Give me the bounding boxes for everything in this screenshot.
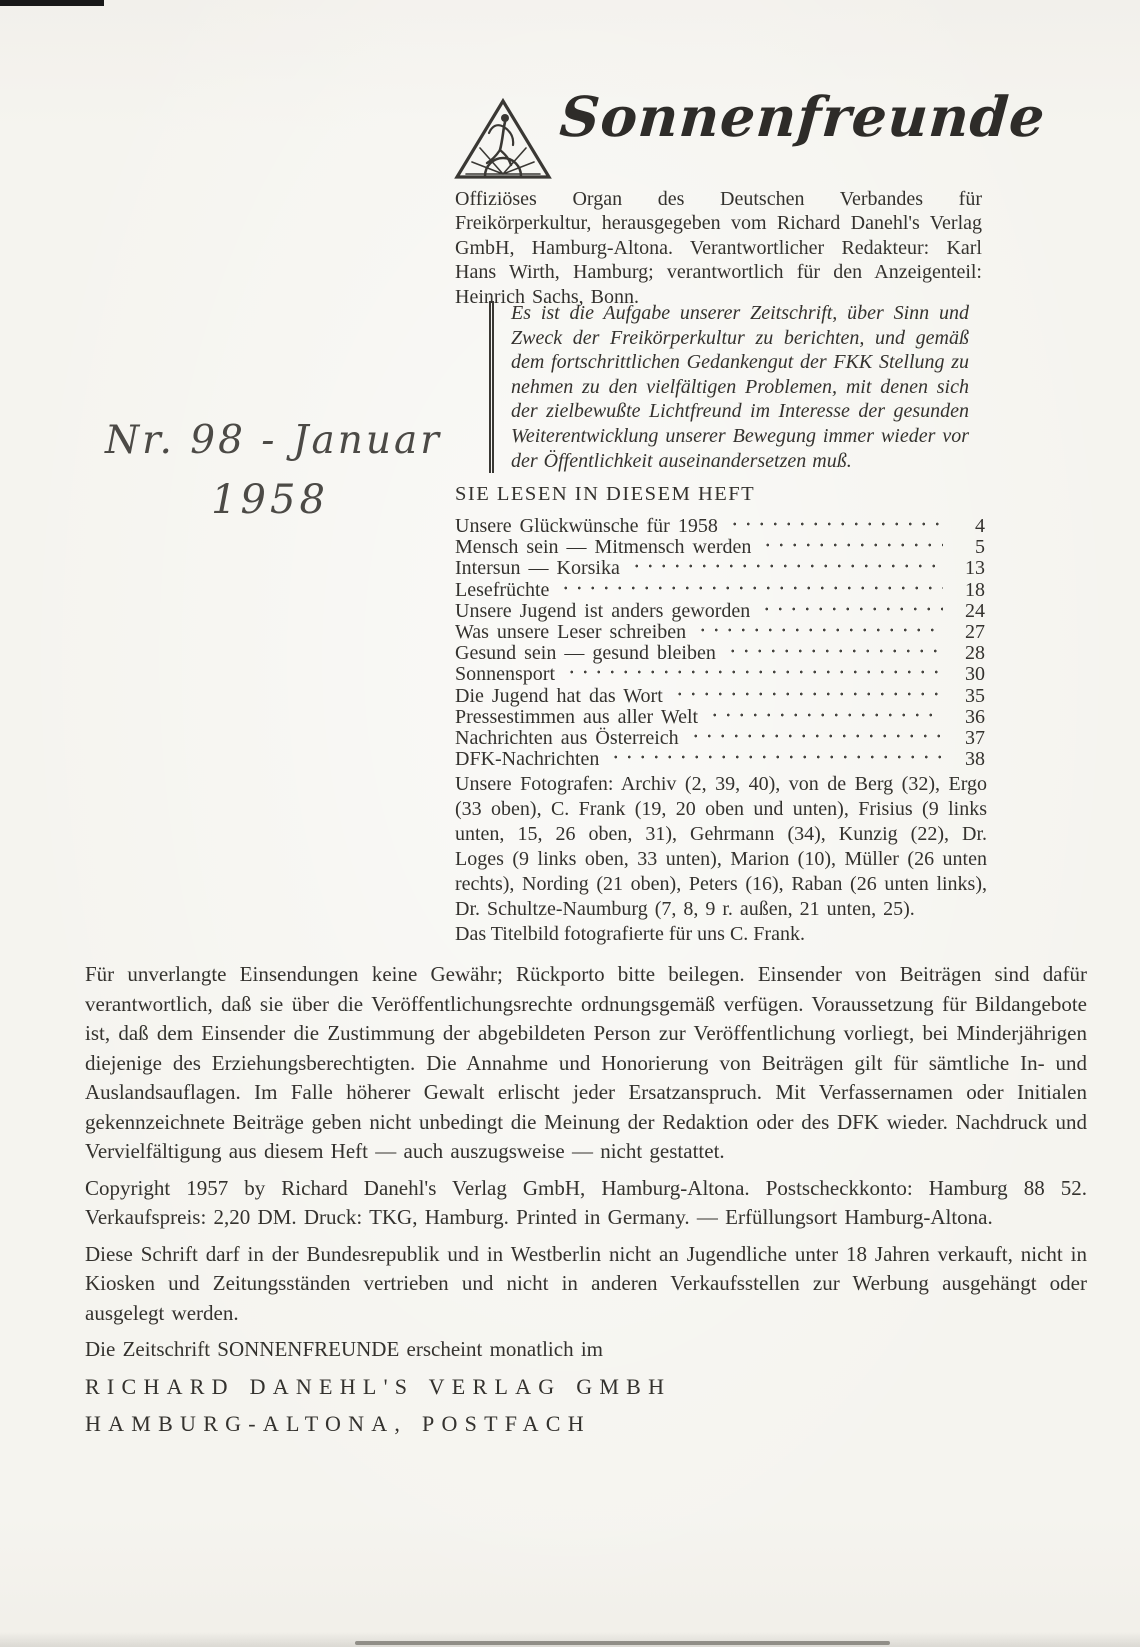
toc-row [455,642,985,663]
toc-heading: SIE LESEN IN DIESEM HEFT [455,483,756,505]
toc-row [455,557,985,578]
scan-artifact-top [0,0,104,6]
toc-row [455,685,985,706]
dot-leader [689,730,943,744]
toc-row [455,663,985,684]
toc-entry-title: Nachrichten aus Österreich [455,726,679,749]
imprint-paragraph: Offiziöses Organ des Deutschen Verbandes für Freikörperkultur, herausgegeben vom Richard Danehl's Verlag GmbH, Hamburg-Altona. Verantwortlicher Redakteur: Karl Hans Wirth, Hamburg; verantwortlich für den Anzeigenteil: Heinrich Sachs, Bonn. [455,188,982,308]
table-of-contents [455,515,985,769]
toc-entry-title: Unsere Jugend ist anders geworden [455,599,751,622]
issue-number-block [105,418,442,523]
dot-leader [630,560,943,574]
dot-leader [609,751,943,765]
legal-notices [85,960,1087,1447]
toc-entry-page: 5 [975,536,985,559]
toc-entry-page: 30 [965,663,985,686]
dot-leader [673,688,943,702]
toc-entry-title: Sonnensport [455,663,555,686]
copyright-notice: Copyright 1957 by Richard Danehl's Verlag GmbH, Hamburg-Altona. Postscheckkonto: Hamburg 88 52. Verkaufspreis: 2,20 DM. Druck: TKG, Hamburg. Printed in Germany. — Erfüllungsort Hamburg-Altona. [85,1175,1087,1229]
magazine-title: Sonnenfreunde [557,84,1048,149]
cover-photo-credit: Das Titelbild fotografierte für uns C. Frank. [455,923,805,945]
youth-protection-notice: Diese Schrift darf in der Bundesrepublik und in Westberlin nicht an Jugendliche unter 18 Jahren verkauft, nicht in Kiosken und Zeitungsständen vertrieben und nicht in anderen Verkaufsstellen zur Werbung ausgehängt oder ausgelegt werden. [85,1241,1087,1325]
toc-entry-title: Lesefrüchte [455,578,550,601]
toc-entry-page: 13 [965,557,985,580]
toc-entry-page: 27 [965,620,985,643]
photographer-credits: Unsere Fotografen: Archiv (2, 39, 40), von de Berg (32), Ergo (33 oben), C. Frank (19, 20 oben und unten), Frisius (9 links unten, 15, 26 oben, 31), Gehrmann (34), Kunzig (22), Dr. Loges (9 links oben, 33 unten), Marion (10), Müller (26 unten rechts), Nording (21 oben), Peters (16), Raban (26 unten links), Dr. Schultze-Naumburg (7, 8, 9 r. außen, 21 unten, 25). [455,773,987,921]
dot-leader [728,518,943,532]
toc-row [455,621,985,642]
dot-leader [708,709,943,723]
frequency-notice: Die Zeitschrift SONNENFREUNDE erscheint monatlich im [85,1337,603,1361]
dot-leader [761,539,943,553]
toc-row [455,536,985,557]
toc-entry-page: 18 [965,578,985,601]
toc-row [455,748,985,769]
toc-entry-page: 4 [975,515,985,537]
toc-entry-title: Mensch sein — Mitmensch werden [455,536,752,559]
toc-entry-title: DFK-Nachrichten [455,748,600,771]
sun-figure-triangle-logo-icon [452,96,554,182]
issue-year: 1958 [211,477,329,523]
toc-entry-page: 38 [965,748,985,771]
toc-row [455,600,985,621]
dot-leader [565,666,943,680]
toc-entry-page: 28 [965,642,985,665]
issue-number-line: Nr. 98 - Januar [105,418,442,463]
toc-entry-title: Intersun — Korsika [455,557,620,580]
toc-row [455,706,985,727]
toc-row [455,579,985,600]
toc-entry-page: 35 [965,684,985,707]
toc-entry-title: Unsere Glückwünsche für 1958 [455,515,718,537]
toc-row [455,727,985,748]
toc-entry-page: 36 [965,705,985,728]
dot-leader [760,603,943,617]
toc-entry-title: Gesund sein — gesund bleiben [455,642,716,665]
scan-artifact-bottom [355,1641,890,1645]
toc-entry-page: 24 [965,599,985,622]
toc-entry-title: Was unsere Leser schreiben [455,620,687,643]
toc-entry-title: Die Jugend hat das Wort [455,684,663,707]
dot-leader [696,624,943,638]
dot-leader [559,582,943,596]
mission-statement-quote: Es ist die Aufgabe unserer Zeitschrift, über Sinn und Zweck der Freikörperkultur zu berichten, und gemäß dem fortschrittlichen Gedankengut der FKK Stellung zu nehmen zu den vielfältigen Problemen, mit denen sich der zielbewußte Lichtfreund im Interesse der gesunden Weiterentwicklung unserer Bewegung immer wieder vor der Öffentlichkeit auseinandersetzen muß. [489,301,969,473]
dot-leader [726,645,943,659]
publisher-address: HAMBURG-ALTONA, POSTFACH [85,1411,591,1437]
toc-row [455,515,985,536]
toc-entry-title: Pressestimmen aus aller Welt [455,705,699,728]
publisher-name: RICHARD DANEHL'S VERLAG GMBH [85,1373,672,1399]
submissions-notice: Für unverlangte Einsendungen keine Gewähr; Rückporto bitte beilegen. Einsender von Beiträgen sind dafür verantwortlich, daß sie über die Veröffentlichungsrechte ordnungsgemäß verfügen. Voraussetzung für Bildangebote ist, daß dem Einsender die Zustimmung der abgebildeten Person zur Veröffentlichung vorliegt, bei Minderjährigen diejenige des Erziehungsberechtigten. Die Annahme und Honorierung von Beiträgen gilt für sämtliche In- und Auslandsauflagen. Im Falle höherer Gewalt erlischt jeder Ersatzanspruch. Mit Verfassernamen oder Initialen gekennzeichnete Beiträge geben nicht unbedingt die Meinung der Redaktion oder des DFK wieder. Nachdruck und Vervielfältigung aus diesem Heft — auch auszugsweise — nicht gestattet. [85,962,1087,1163]
toc-entry-page: 37 [965,726,985,749]
